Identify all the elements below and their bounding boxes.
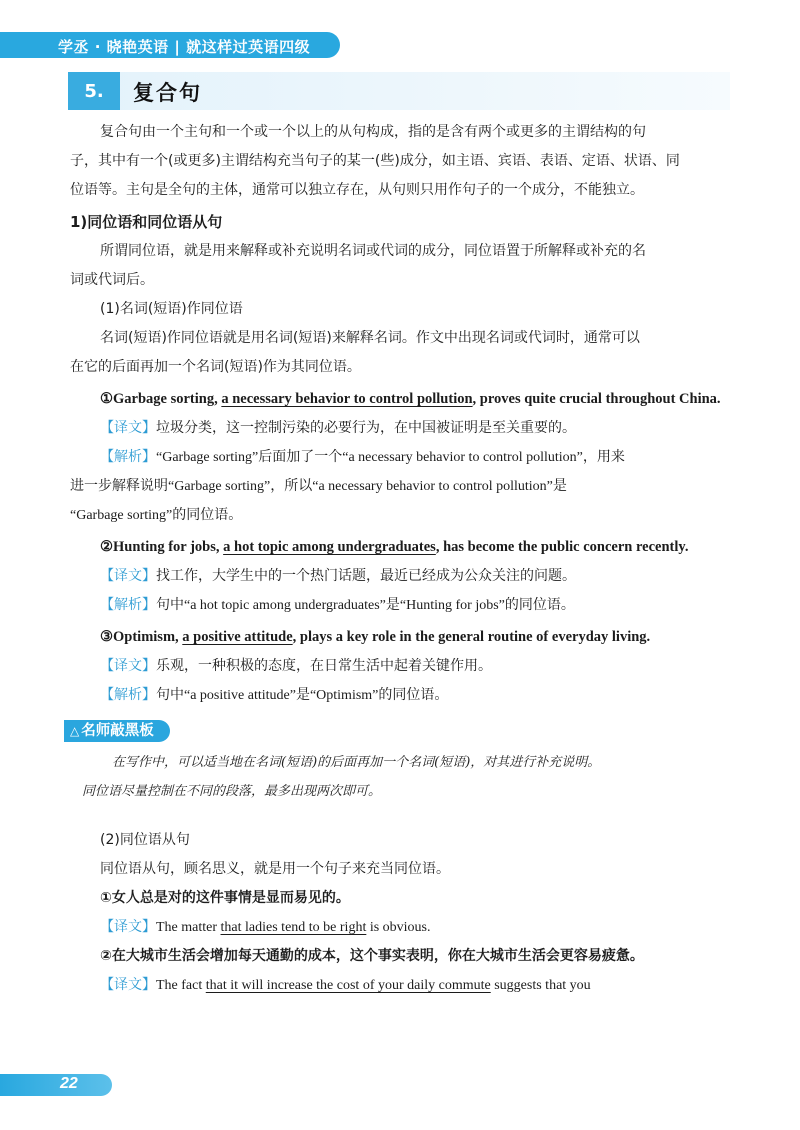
section-header <box>68 72 730 110</box>
translation-tag: 【译文】 <box>100 568 156 584</box>
analysis-tag: 【解析】 <box>100 597 156 613</box>
page-number: 22 <box>60 1075 78 1092</box>
appositive-underline: a positive attitude <box>182 629 293 645</box>
translation-3: 【译文】乐观，一种积极的态度，在日常生活中起着关键作用。 <box>100 658 492 674</box>
page-content <box>70 118 734 1000</box>
point1-line-2: 在它的后面再加一个名词(短语)作为其同位语。 <box>70 359 361 375</box>
subsection-heading: 1)同位语和同位语从句 <box>70 213 223 231</box>
translation-tag: 【译文】 <box>100 919 156 935</box>
translation-tag: 【译文】 <box>100 977 156 993</box>
definition-line-1: 所谓同位语，就是用来解释或补充说明名词或代词的成分，同位语置于所解释或补充的名 <box>100 243 646 259</box>
point2-title: (2)同位语从句 <box>100 832 190 848</box>
appositive-underline: a necessary behavior to control pollution <box>221 391 473 407</box>
section-number: 5. <box>68 72 120 110</box>
teacher-note-line-2: 同位语尽量控制在不同的段落，最多出现两次即可。 <box>82 784 382 799</box>
translation-1: 【译文】垃圾分类，这一控制污染的必要行为，在中国被证明是至关重要的。 <box>100 420 576 436</box>
point1-title: (1)名词(短语)作同位语 <box>100 301 243 317</box>
example-sentence-1: ①Garbage sorting, a necessary behavior to control pollution, proves quite crucial throughout China. <box>100 391 721 407</box>
intro-line-2: 子，其中有一个(或更多)主谓结构充当句子的某一(些)成分，如主语、宾语、表语、定语、状语、同 <box>70 153 680 169</box>
series-title: 学丞 · 晓艳英语 | 就这样过英语四级 <box>58 38 311 56</box>
intro-line-3: 位语等。主句是全句的主体，通常可以独立存在，从句则只用作句子的一个成分，不能独立。 <box>70 182 644 198</box>
intro-line-1: 复合句由一个主句和一个或一个以上的从句构成，指的是含有两个或更多的主谓结构的句 <box>100 124 646 140</box>
analysis-1-line-1: 【解析】“Garbage sorting”后面加了一个“a necessary behavior to control pollution”，用来 <box>100 449 625 465</box>
analysis-2: 【解析】句中“a hot topic among undergraduates”是“Hunting for jobs”的同位语。 <box>100 597 575 613</box>
example-sentence-3: ③Optimism, a positive attitude, plays a key role in the general routine of everyday living. <box>100 629 651 645</box>
analysis-1-line-3: “Garbage sorting”的同位语。 <box>70 508 243 523</box>
analysis-tag: 【解析】 <box>100 449 156 465</box>
translation-2: 【译文】找工作，大学生中的一个热门话题，最近已经成为公众关注的问题。 <box>100 568 576 584</box>
analysis-1-line-2: 进一步解释说明“Garbage sorting”，所以“a necessary behavior to control pollution”是 <box>70 479 567 494</box>
analysis-3: 【解析】句中“a positive attitude”是“Optimism”的同位语。 <box>100 687 449 703</box>
definition-line-2: 词或代词后。 <box>70 272 154 288</box>
appositive-underline: a hot topic among undergraduates <box>223 539 436 555</box>
series-header-bar <box>0 32 340 58</box>
point1-line-1: 名词(短语)作同位语就是用名词(短语)来解释名词。作文中出现名词或代词时，通常可以 <box>100 330 640 346</box>
teacher-note-line-1: 在写作中，可以适当地在名词(短语)的后面再加一个名词(短语)，对其进行补充说明。 <box>112 755 601 770</box>
page-number-bar <box>0 1074 112 1096</box>
clause-example-1-translation: 【译文】The matter that ladies tend to be right is obvious. <box>100 919 431 935</box>
warning-triangle-icon: △ <box>70 724 80 738</box>
analysis-tag: 【解析】 <box>100 687 156 703</box>
section-title: 复合句 <box>133 81 202 105</box>
clause-underline: that ladies tend to be right <box>220 920 367 935</box>
clause-underline: that it will increase the cost of your daily commute <box>205 978 491 993</box>
clause-example-2-translation: 【译文】The fact that it will increase the cost of your daily commute suggests that you <box>100 977 591 993</box>
translation-tag: 【译文】 <box>100 420 156 436</box>
clause-example-1-cn: ①女人总是对的这件事情是显而易见的。 <box>100 890 350 906</box>
example-sentence-2: ②Hunting for jobs, a hot topic among undergraduates, has become the public concern recently. <box>100 539 689 555</box>
translation-tag: 【译文】 <box>100 658 156 674</box>
point2-definition: 同位语从句，顾名思义，就是用一个句子来充当同位语。 <box>100 861 450 877</box>
teacher-note-badge: △ 名师敲黑板 <box>64 720 170 742</box>
clause-example-2-cn: ②在大城市生活会增加每天通勤的成本，这个事实表明，你在大城市生活会更容易疲惫。 <box>100 948 644 964</box>
